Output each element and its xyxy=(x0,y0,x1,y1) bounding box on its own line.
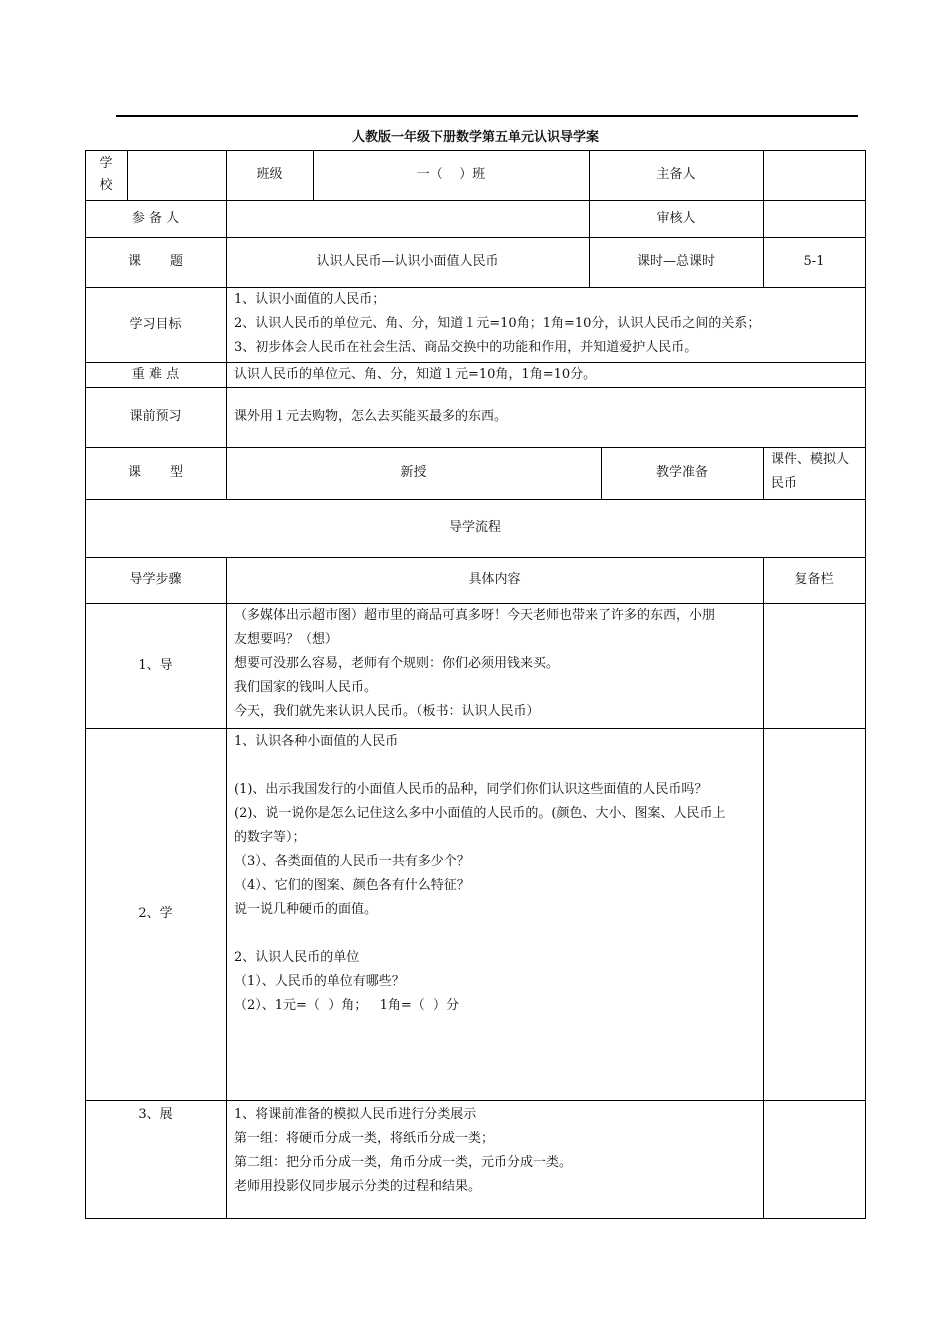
grid-line xyxy=(127,150,128,200)
content-line: 1、将课前准备的模拟人民币进行分类展示 xyxy=(234,1107,477,1122)
content-line: （多媒体出示超市图）超市里的商品可真多呀！今天老师也带来了许多的东西，小朋 xyxy=(234,608,716,623)
reviewer-label: 审核人 xyxy=(656,210,696,226)
school-label: 学 校 xyxy=(99,156,113,193)
content-line: 想要可没那么容易，老师有个规则：你们必须用钱来买。 xyxy=(234,656,560,671)
col-header-step: 导学步骤 xyxy=(129,572,182,587)
grid-line xyxy=(85,728,865,729)
col-header-notes: 复备栏 xyxy=(794,572,834,587)
content-line: 1、认识各种小面值的人民币 xyxy=(234,734,399,749)
content-line: （3）、各类面值的人民币一共有多少个？ xyxy=(234,854,470,869)
step-name: 1、导 xyxy=(138,657,173,673)
grid-line xyxy=(85,557,865,558)
period-label: 课时—总课时 xyxy=(636,254,715,269)
content-line: (1)、出示我国发行的小面值人民币的品种，同学们你们认识这些面值的人民币吗？ xyxy=(234,782,708,797)
grid-line xyxy=(865,150,866,1218)
grid-line xyxy=(85,150,86,1218)
grid-line xyxy=(226,150,227,499)
grid-line xyxy=(601,447,602,499)
grid-line xyxy=(85,447,865,448)
content-line: (2)、说一说你是怎么记住这么多中小面值的人民币的。(颜色、大小、图案、人民币上 xyxy=(234,806,726,821)
grid-line xyxy=(589,150,590,287)
prep-value: 课件、模拟人 民币 xyxy=(771,452,850,491)
flow-title: 导学流程 xyxy=(448,520,501,535)
lesson-type-value: 新授 xyxy=(400,465,427,480)
step-content xyxy=(226,728,763,1100)
content-line: （1）、人民币的单位有哪些？ xyxy=(234,974,405,989)
col-header-content: 具体内容 xyxy=(468,572,521,587)
grid-line xyxy=(85,150,865,151)
content-line: 2、认识人民币的单位 xyxy=(234,950,360,965)
grid-line xyxy=(85,499,865,500)
goal-item: 2、认识人民币的单位元、角、分，知道１元=10角；1角=10分，认识人民币之间的关系； xyxy=(234,316,761,331)
grid-line xyxy=(763,447,764,499)
content-line: （2）、1元=（ ）角； 1角=（ ）分 xyxy=(234,998,460,1013)
topic-label: 课 题 xyxy=(128,254,183,269)
content-line: 第一组：将硬币分成一类，将纸币分成一类； xyxy=(234,1131,495,1146)
participants-value xyxy=(226,200,589,237)
content-line: （4）、它们的图案、颜色各有什么特征？ xyxy=(234,878,470,893)
preparer-label: 主备人 xyxy=(656,167,696,182)
grid-line xyxy=(763,150,764,287)
content-line: 的数字等）； xyxy=(234,830,306,845)
step-content xyxy=(226,603,763,728)
goals-content xyxy=(226,287,865,362)
document-title: 人教版一年级下册数学第五单元认识导学案 xyxy=(351,130,599,145)
grid-line xyxy=(85,200,865,201)
grid-line xyxy=(85,362,865,363)
lesson-type-label: 课 型 xyxy=(128,465,183,480)
goal-item: 1、认识小面值的人民币； xyxy=(234,292,386,307)
school-value xyxy=(127,150,226,200)
grid-line xyxy=(313,150,314,200)
class-value: 一（ ）班 xyxy=(416,167,486,182)
preview-value: 课外用１元去购物，怎么去买能买最多的东西。 xyxy=(234,409,508,424)
content-line: 说一说几种硬币的面值。 xyxy=(234,902,378,917)
header-rule xyxy=(116,115,858,117)
grid-line xyxy=(85,387,865,388)
reviewer-value xyxy=(763,200,865,237)
class-label: 班级 xyxy=(256,167,283,182)
step-name: 3、展 xyxy=(138,1107,173,1122)
content-line: 我们国家的钱叫人民币。 xyxy=(234,680,378,695)
key-points-label: 重 难 点 xyxy=(131,366,180,382)
blank-line xyxy=(234,754,757,778)
content-line: 今天，我们就先来认识人民币。（板书：认识人民币） xyxy=(234,704,540,719)
grid-line xyxy=(226,557,227,1218)
prep-label: 教学准备 xyxy=(655,465,708,480)
participants-label: 参 备 人 xyxy=(131,210,180,226)
goals-label: 学习目标 xyxy=(129,316,182,332)
grid-line xyxy=(85,287,865,288)
preparer-value xyxy=(763,150,865,200)
blank-line xyxy=(234,922,757,946)
step-content xyxy=(226,1100,763,1218)
preview-label: 课前预习 xyxy=(129,409,182,424)
grid-line xyxy=(85,1100,865,1101)
content-line: 老师用投影仪同步展示分类的过程和结果。 xyxy=(234,1179,482,1194)
grid-line xyxy=(85,603,865,604)
period-value: 5-1 xyxy=(803,254,825,269)
goal-item: 3、初步体会人民币在社会生活、商品交换中的功能和作用，并知道爱护人民币。 xyxy=(234,340,698,355)
grid-line xyxy=(85,237,865,238)
key-points-value: 认识人民币的单位元、角、分，知道１元=10角，1角=10分。 xyxy=(234,366,597,382)
step-name: 2、学 xyxy=(138,906,173,921)
content-line: 第二组：把分币分成一类，角币分成一类，元币分成一类。 xyxy=(234,1155,573,1170)
grid-line xyxy=(763,557,764,1218)
topic-value: 认识人民币—认识小面值人民币 xyxy=(316,254,499,269)
content-line: 友想要吗？（想） xyxy=(234,632,339,647)
grid-line xyxy=(85,1218,866,1219)
